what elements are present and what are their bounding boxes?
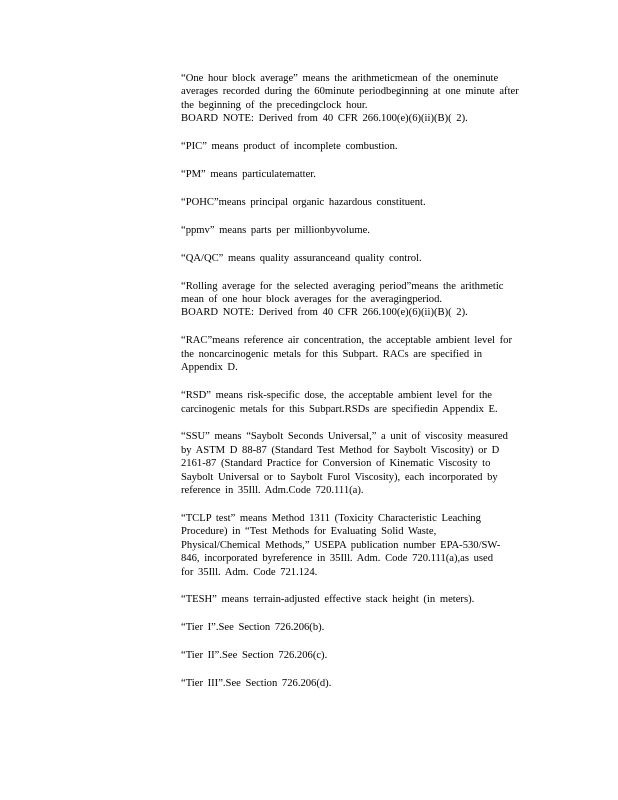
definition-tesh bbox=[181, 593, 543, 606]
text-line: “Tier I”.See Section 726.206(b). bbox=[181, 622, 325, 634]
text-line: the noncarcinogenic metals for this Subpart. RACs are specified in bbox=[181, 348, 483, 360]
text-line: “TESH” means terrain-adjusted effective stack height (in meters). bbox=[181, 594, 475, 606]
definition-tclp-test bbox=[181, 512, 543, 579]
text-line: Procedure) in “Test Methods for Evaluating Solid Waste, bbox=[181, 526, 437, 538]
definition-ssu bbox=[181, 430, 543, 497]
text-line: “RAC”means reference air concentration, the acceptable ambient level for bbox=[181, 335, 512, 347]
definition-pm bbox=[181, 168, 543, 181]
text-line: “QA/QC” means quality assuranceand quality control. bbox=[181, 252, 422, 264]
definition-pic bbox=[181, 140, 543, 153]
text-line: reference in 35Ill. Adm.Code 720.111(a). bbox=[181, 485, 364, 497]
definition-rsd bbox=[181, 389, 543, 416]
text-line: “ppmv” means parts per millionbyvolume. bbox=[181, 224, 370, 236]
definition-tier-i bbox=[181, 621, 543, 634]
definition-rolling-average bbox=[181, 280, 543, 320]
text-line: “Tier II”.See Section 726.206(c). bbox=[181, 650, 328, 662]
document-body bbox=[181, 72, 543, 691]
text-line: “PIC” means product of incomplete combustion. bbox=[181, 141, 398, 153]
text-line: “Tier III”.See Section 726.206(d). bbox=[181, 678, 332, 690]
board-note: BOARD NOTE: Derived from 40 CFR 266.100(e)(6)(ii)(B)( 2). bbox=[181, 307, 468, 319]
text-line: mean of one hour block averages for the averagingperiod. bbox=[181, 294, 443, 306]
definition-ppmv bbox=[181, 224, 543, 237]
text-line: 846, incorporated byreference in 35Ill. Adm. Code 720.111(a),as used bbox=[181, 553, 494, 565]
text-line: “PM” means particulatematter. bbox=[181, 169, 316, 181]
text-line: Appendix D. bbox=[181, 362, 238, 374]
text-line: “TCLP test” means Method 1311 (Toxicity Characteristic Leaching bbox=[181, 512, 481, 524]
definition-tier-iii bbox=[181, 677, 543, 690]
text-line: “RSD” means risk-specific dose, the acceptable ambient level for the bbox=[181, 390, 492, 402]
text-line: by ASTM D 88-87 (Standard Test Method for Saybolt Viscosity) or D bbox=[181, 444, 500, 456]
text-line: “SSU” means “Saybolt Seconds Universal,” a unit of viscosity measured bbox=[181, 431, 508, 443]
definition-tier-ii bbox=[181, 649, 543, 662]
text-line: 2161-87 (Standard Practice for Conversion of Kinematic Viscosity to bbox=[181, 458, 491, 470]
text-line: averages recorded during the 60minute periodbeginning at one minute after bbox=[181, 86, 519, 98]
text-line: carcinogenic metals for this Subpart.RSDs are specifiedin Appendix E. bbox=[181, 403, 498, 415]
text-line: Physical/Chemical Methods,” USEPA publication number EPA-530/SW- bbox=[181, 539, 501, 551]
text-line: “One hour block average” means the arithmeticmean of the oneminute bbox=[181, 73, 499, 84]
text-line: the beginning of the precedingclock hour. bbox=[181, 99, 368, 111]
definition-pohc bbox=[181, 196, 543, 209]
text-line: for 35Ill. Adm. Code 721.124. bbox=[181, 566, 318, 578]
text-line: “Rolling average for the selected averaging period”means the arithmetic bbox=[181, 280, 504, 292]
definition-qa-qc bbox=[181, 252, 543, 265]
text-line: Saybolt Universal or to Saybolt Furol Viscosity), each incorporated by bbox=[181, 471, 498, 483]
text-line: “POHC”means principal organic hazardous constituent. bbox=[181, 196, 426, 208]
definition-one-hour-block-average bbox=[181, 72, 543, 126]
definition-rac bbox=[181, 334, 543, 374]
board-note: BOARD NOTE: Derived from 40 CFR 266.100(e)(6)(ii)(B)( 2). bbox=[181, 113, 468, 125]
